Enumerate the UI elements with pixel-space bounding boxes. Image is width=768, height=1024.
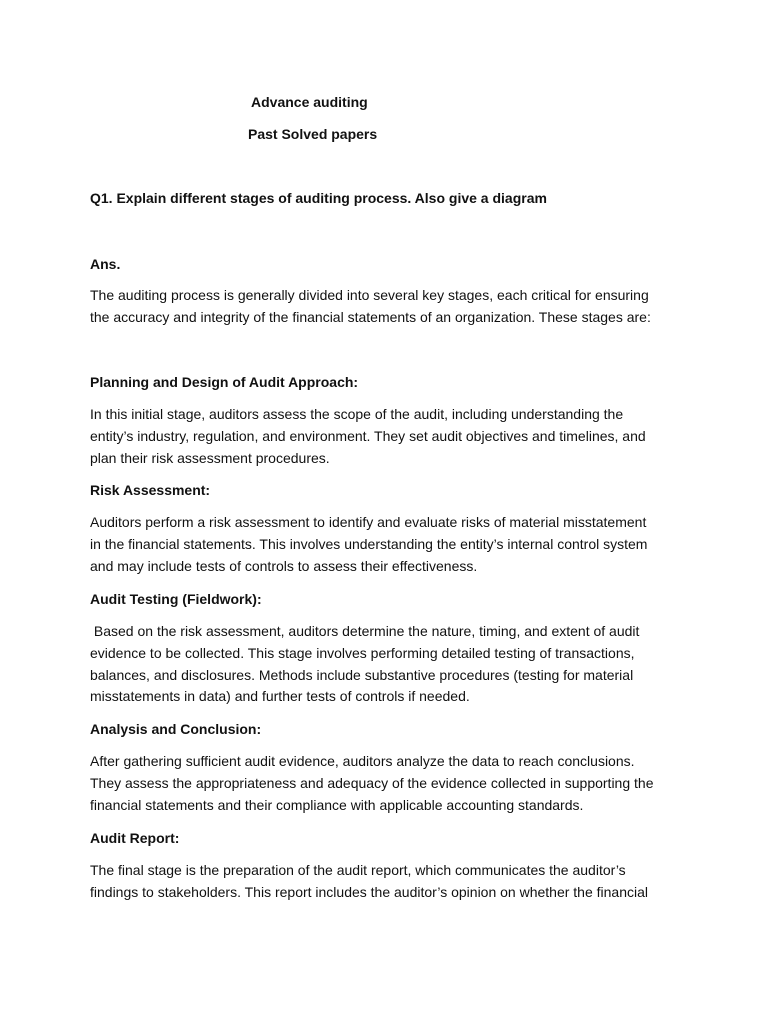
document-subtitle: Past Solved papers: [248, 126, 378, 142]
paragraph-line: The final stage is the preparation of the audit report, which communicates the auditor’s: [90, 862, 626, 878]
section-paragraph-audit-testing: [90, 621, 690, 708]
section-paragraph-analysis: [90, 751, 690, 816]
paragraph-line: misstatements in data) and further tests of controls if needed.: [90, 688, 470, 705]
question-heading: Q1. Explain different stages of auditing process. Also give a diagram: [90, 190, 547, 206]
paragraph-line: financial statements and their compliance with applicable accounting standards.: [90, 796, 584, 813]
paragraph-line: In this initial stage, auditors assess the scope of the audit, including understanding the: [90, 406, 624, 422]
section-heading-audit-report: Audit Report:: [90, 830, 180, 846]
section-paragraph-audit-report: [90, 860, 690, 904]
section-heading-analysis: Analysis and Conclusion:: [90, 721, 262, 737]
paragraph-line: They assess the appropriateness and adequacy of the evidence collected in supporting the: [90, 774, 654, 791]
paragraph-line: balances, and disclosures. Methods include substantive procedures (testing for material: [90, 666, 634, 683]
section-paragraph-planning: [90, 404, 690, 469]
answer-label: Ans.: [90, 256, 121, 272]
paragraph-line: findings to stakeholders. This report includes the auditor’s opinion on whether the financial: [90, 883, 649, 900]
paragraph-line: Auditors perform a risk assessment to identify and evaluate risks of material misstatement: [90, 514, 647, 530]
paragraph-line: in the financial statements. This involves understanding the entity’s internal control system: [90, 535, 648, 552]
paragraph-line: The auditing process is generally divided into several key stages, each critical for ensuring: [90, 287, 649, 303]
paragraph-line: After gathering sufficient audit evidence, auditors analyze the data to reach conclusions.: [90, 753, 635, 769]
paragraph-line: plan their risk assessment procedures.: [90, 449, 330, 466]
paragraph-line: the accuracy and integrity of the financial statements of an organization. These stages are:: [90, 308, 651, 325]
section-heading-planning: Planning and Design of Audit Approach:: [90, 374, 359, 390]
section-heading-audit-testing: Audit Testing (Fieldwork):: [90, 591, 262, 607]
paragraph-line: Based on the risk assessment, auditors determine the nature, timing, and extent of audit: [90, 623, 640, 639]
section-heading-risk-assessment: Risk Assessment:: [90, 482, 211, 498]
paragraph-line: entity’s industry, regulation, and environment. They set audit objectives and timelines, and: [90, 427, 646, 444]
intro-paragraph: [90, 285, 690, 329]
paragraph-line: evidence to be collected. This stage involves performing detailed testing of transactions,: [90, 644, 635, 661]
section-paragraph-risk-assessment: [90, 512, 690, 577]
document-title: Advance auditing: [251, 94, 368, 110]
paragraph-line: and may include tests of controls to assess their effectiveness.: [90, 557, 478, 574]
